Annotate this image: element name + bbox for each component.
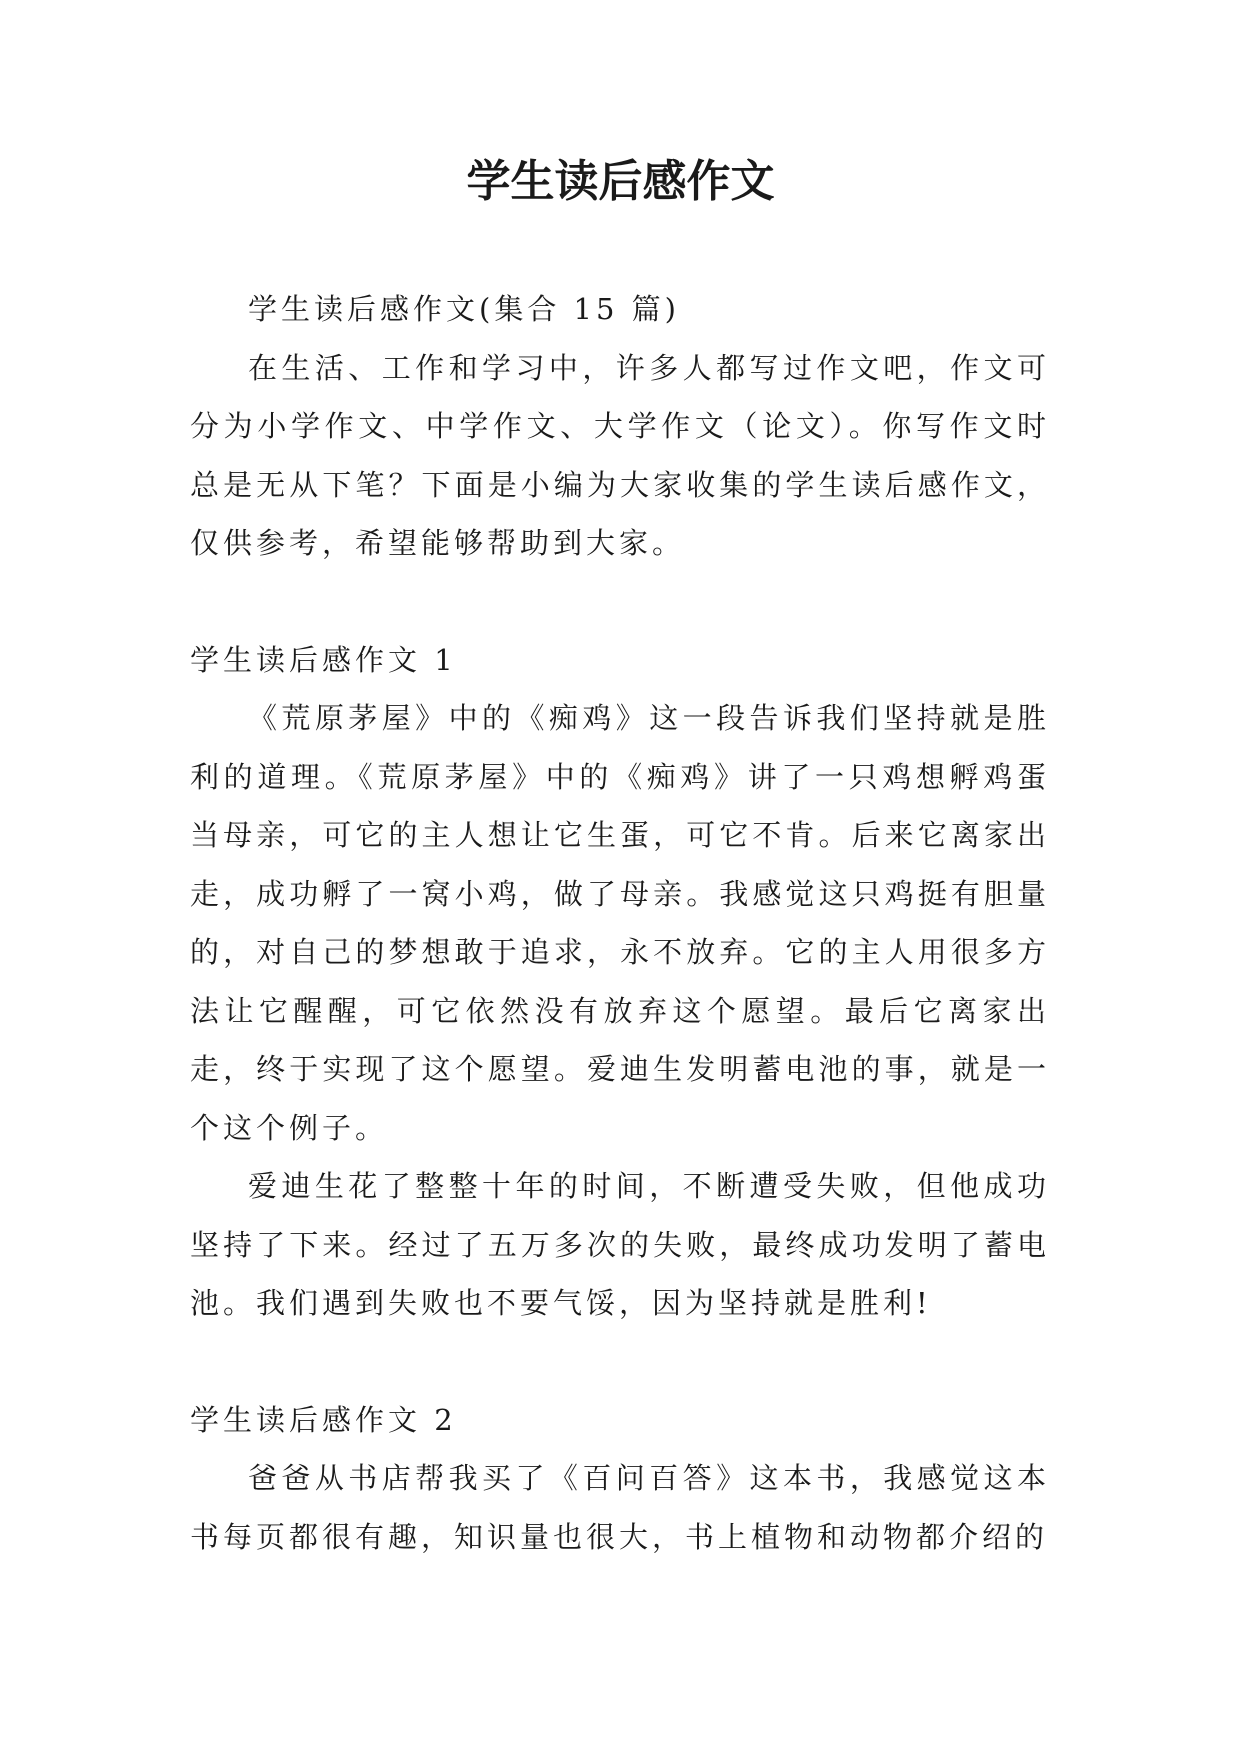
document-subtitle: 学生读后感作文(集合 15 篇) [248, 292, 680, 326]
document-body [190, 280, 1050, 1566]
section-heading-1: 学生读后感作文 1 [190, 642, 457, 677]
section-2-paragraph-1: 爸爸从书店帮我买了《百问百答》这本书，我感觉这本书每页都很有趣，知识量也很大，书上植物和动物都介绍的 [190, 1461, 1050, 1554]
section-spacer [190, 573, 1050, 631]
section-spacer [190, 1333, 1050, 1391]
document-title: 学生读后感作文 [466, 156, 775, 207]
intro-paragraph: 在生活、工作和学习中，许多人都写过作文吧，作文可分为小学作文、中学作文、大学作文（论文）。你写作文时总是无从下笔？下面是小编为大家收集的学生读后感作文，仅供参考，希望能够帮助到大家。 [190, 350, 1050, 560]
section-heading-2: 学生读后感作文 2 [190, 1402, 457, 1437]
section-1-paragraph-2: 爱迪生花了整整十年的时间，不断遭受失败，但他成功坚持了下来。经过了五万多次的失败，最终成功发明了蓄电池。我们遇到失败也不要气馁，因为坚持就是胜利! [190, 1169, 1050, 1320]
section-1-paragraph-1: 《荒原茅屋》中的《痴鸡》这一段告诉我们坚持就是胜利的道理。《荒原茅屋》中的《痴鸡》讲了一只鸡想孵鸡蛋当母亲，可它的主人想让它生蛋，可它不肯。后来它离家出走，成功孵了一窝小鸡，做了母亲。我感觉这只鸡挺有胆量的，对自己的梦想敢于追求，永不放弃。它的主人用很多方法让它醒醒，可它依然没有放弃这个愿望。最后它离家出走，终于实现了这个愿望。爱迪生发明蓄电池的事，就是一个这个例子。 [190, 701, 1050, 1145]
